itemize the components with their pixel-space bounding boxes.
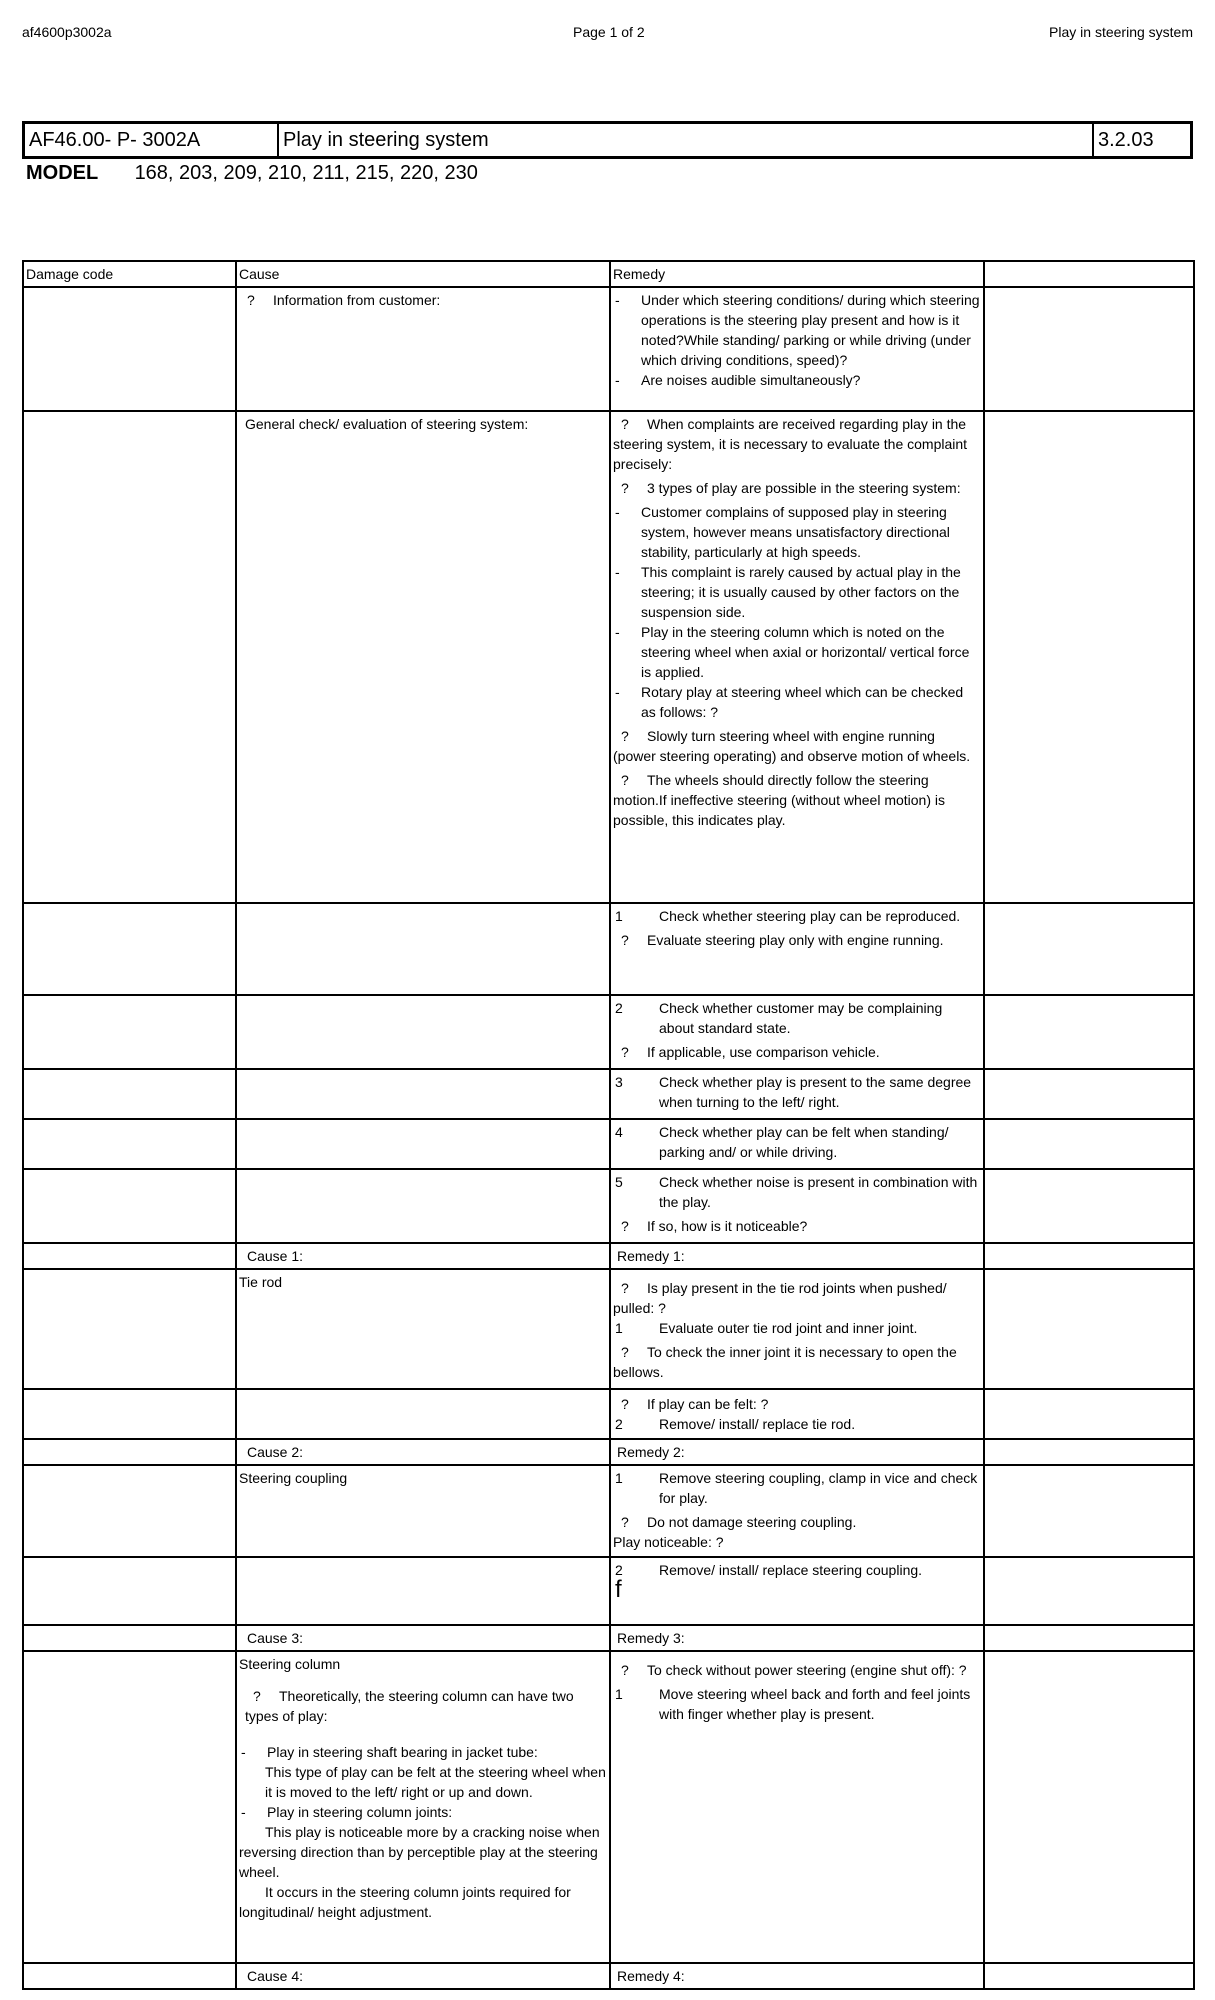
remedy-item: - Customer complains of supposed play in steering system, however means unsatisfactory directional stability, particularly at high speeds. [613,502,981,562]
col-header-cause: Cause [236,261,610,287]
cause-heading: Cause 1: [247,1248,304,1264]
step-text: Move steering wheel back and forth and feel joints with finger whether play is present. [659,1686,971,1722]
step-text: Check whether play can be felt when standing/ parking and/ or while driving. [659,1124,949,1160]
remedy-note: ? Slowly turn steering wheel with engine running (power steering operating) and observe motion of wheels. [613,726,981,766]
remedy-note: ? Do not damage steering coupling. [613,1512,981,1532]
remedy-item: - Rotary play at steering wheel which can be checked as follows: ? [613,682,981,722]
table-row [23,995,1194,1069]
remedy-step [613,1122,981,1162]
remedy-note: Play noticeable: ? [613,1534,724,1550]
step-number: 2 [615,1562,623,1578]
table-header-row [23,261,1194,287]
step-text: Remove steering coupling, clamp in vice and check for play. [659,1470,978,1506]
cause-item: - Play in steering shaft bearing in jacket tube: [239,1742,607,1762]
remedy-step [613,906,981,926]
cause-heading-row [23,1243,1194,1269]
table-row [23,1269,1194,1389]
step-number: 1 [615,1320,623,1336]
cause-text: General check/ evaluation of steering system: [245,416,529,432]
col-header-blank [984,261,1194,287]
step-text: Remove/ install/ replace steering coupling. [659,1562,923,1578]
step-text: Check whether steering play can be reproduced. [659,908,961,924]
step-text: Remove/ install/ replace tie rod. [659,1416,856,1432]
doc-version: 3.2.03 [1098,129,1154,151]
remedy-note: ? When complaints are received regarding play in the steering system, it is necessary to evaluate the complaint precisely: [613,414,981,474]
col-header-remedy: Remedy [610,261,984,287]
remedy-step [613,1072,981,1112]
step-text: Check whether noise is present in combination with the play. [659,1174,978,1210]
step-number: 1 [615,908,623,924]
table-row [23,1119,1194,1169]
remedy-note: ? 3 types of play are possible in the steering system: [613,478,981,498]
table-row [23,1069,1194,1119]
remedy-heading: Remedy 3: [617,1630,685,1646]
model-label: MODEL [26,162,99,184]
step-number: 2 [615,1000,623,1016]
remedy-item: - Are noises audible simultaneously? [613,370,981,390]
step-number: 3 [615,1074,623,1090]
cause-item-detail: This type of play can be felt at the steering wheel when it is moved to the left/ right or up and down. [265,1764,606,1800]
step-text: Check whether customer may be complaining about standard state. [659,1000,943,1036]
remedy-step [613,1684,981,1724]
table-row [23,411,1194,903]
step-number: 1 [615,1470,623,1486]
step-number: 4 [615,1124,623,1140]
header-doc-title: Play in steering system [1049,24,1193,40]
step-number: 5 [615,1174,623,1190]
cause-item-detail: This play is noticeable more by a cracking noise when reversing direction than by perceptible play at the steering wheel. [239,1824,600,1880]
remedy-heading: Remedy 1: [617,1248,685,1264]
step-text: Check whether play is present to the same degree when turning to the left/ right. [659,1074,972,1110]
cause-heading: Cause 4: [247,1968,304,1984]
table-row [23,287,1194,411]
table-row [23,1557,1194,1625]
cause-heading: Cause 3: [247,1630,304,1646]
table-row [23,1389,1194,1439]
remedy-note: ? The wheels should directly follow the steering motion.If ineffective steering (without wheel motion) is possible, this indicates play. [613,770,981,830]
remedy-step [613,1318,981,1338]
remedy-step [613,998,981,1038]
cause-item-detail: It occurs in the steering column joints required for longitudinal/ height adjustment. [239,1884,571,1920]
remedy-note: ? Evaluate steering play only with engine running. [613,930,981,950]
cause-note: ? Theoretically, the steering column can have two types of play: [239,1686,607,1726]
remedy-note: ? Is play present in the tie rod joints when pushed/ pulled: ? [613,1278,981,1318]
model-line [26,162,478,185]
glyph-f: f [615,1576,622,1603]
step-text: Evaluate outer tie rod joint and inner joint. [659,1320,918,1336]
remedy-note: ? If so, how is it noticeable? [613,1216,981,1236]
remedy-step [613,1172,981,1212]
cause-heading: Cause 2: [247,1444,304,1460]
remedy-note: ? To check the inner joint it is necessary to open the bellows. [613,1342,981,1382]
cause-heading-row [23,1439,1194,1465]
doc-title: Play in steering system [279,124,1094,156]
step-number: 1 [615,1686,623,1702]
cause-heading-row [23,1625,1194,1651]
remedy-item: - Under which steering conditions/ during which steering operations is the steering play present and how is it noted?While standing/ parking or while driving (under which driving conditions, speed)? [613,290,981,370]
remedy-step [613,1414,981,1434]
table-row [23,1465,1194,1557]
remedy-item-text: This complaint is rarely caused by actual play in the steering; it is usually caused by other factors on the suspension side. [641,564,961,620]
header-doc-id: af4600p3002a [22,24,112,40]
header-page-number: Page 1 of 2 [573,24,645,40]
cause-item: - Play in steering column joints: [239,1802,607,1822]
title-box [22,121,1193,159]
remedy-item: - Play in the steering column which is noted on the steering wheel when axial or horizontal/ vertical force is applied. [613,622,981,682]
remedy-note: ? If applicable, use comparison vehicle. [613,1042,981,1062]
remedy-note: ? If play can be felt: ? [613,1394,981,1414]
cause-heading-row [23,1963,1194,1989]
remedy-note: ? To check without power steering (engine shut off): ? [613,1660,981,1680]
col-header-damage-code: Damage code [23,261,236,287]
model-values: 168, 203, 209, 210, 211, 215, 220, 230 [134,162,478,184]
table-row [23,1651,1194,1963]
remedy-item-continued [613,562,981,622]
doc-code: AF46.00- P- 3002A [25,124,279,156]
cause-text: Steering coupling [239,1470,348,1486]
remedy-heading: Remedy 4: [617,1968,685,1984]
table-row [23,1169,1194,1243]
remedy-step [613,1468,981,1508]
table-row [23,903,1194,995]
cause-text: Steering column [239,1656,341,1672]
cause-text: ? Information from customer: [239,290,607,310]
remedy-step [613,1560,981,1580]
diagnosis-table [22,260,1195,1990]
cause-text: Tie rod [239,1274,283,1290]
step-number: 2 [615,1416,623,1432]
remedy-heading: Remedy 2: [617,1444,685,1460]
